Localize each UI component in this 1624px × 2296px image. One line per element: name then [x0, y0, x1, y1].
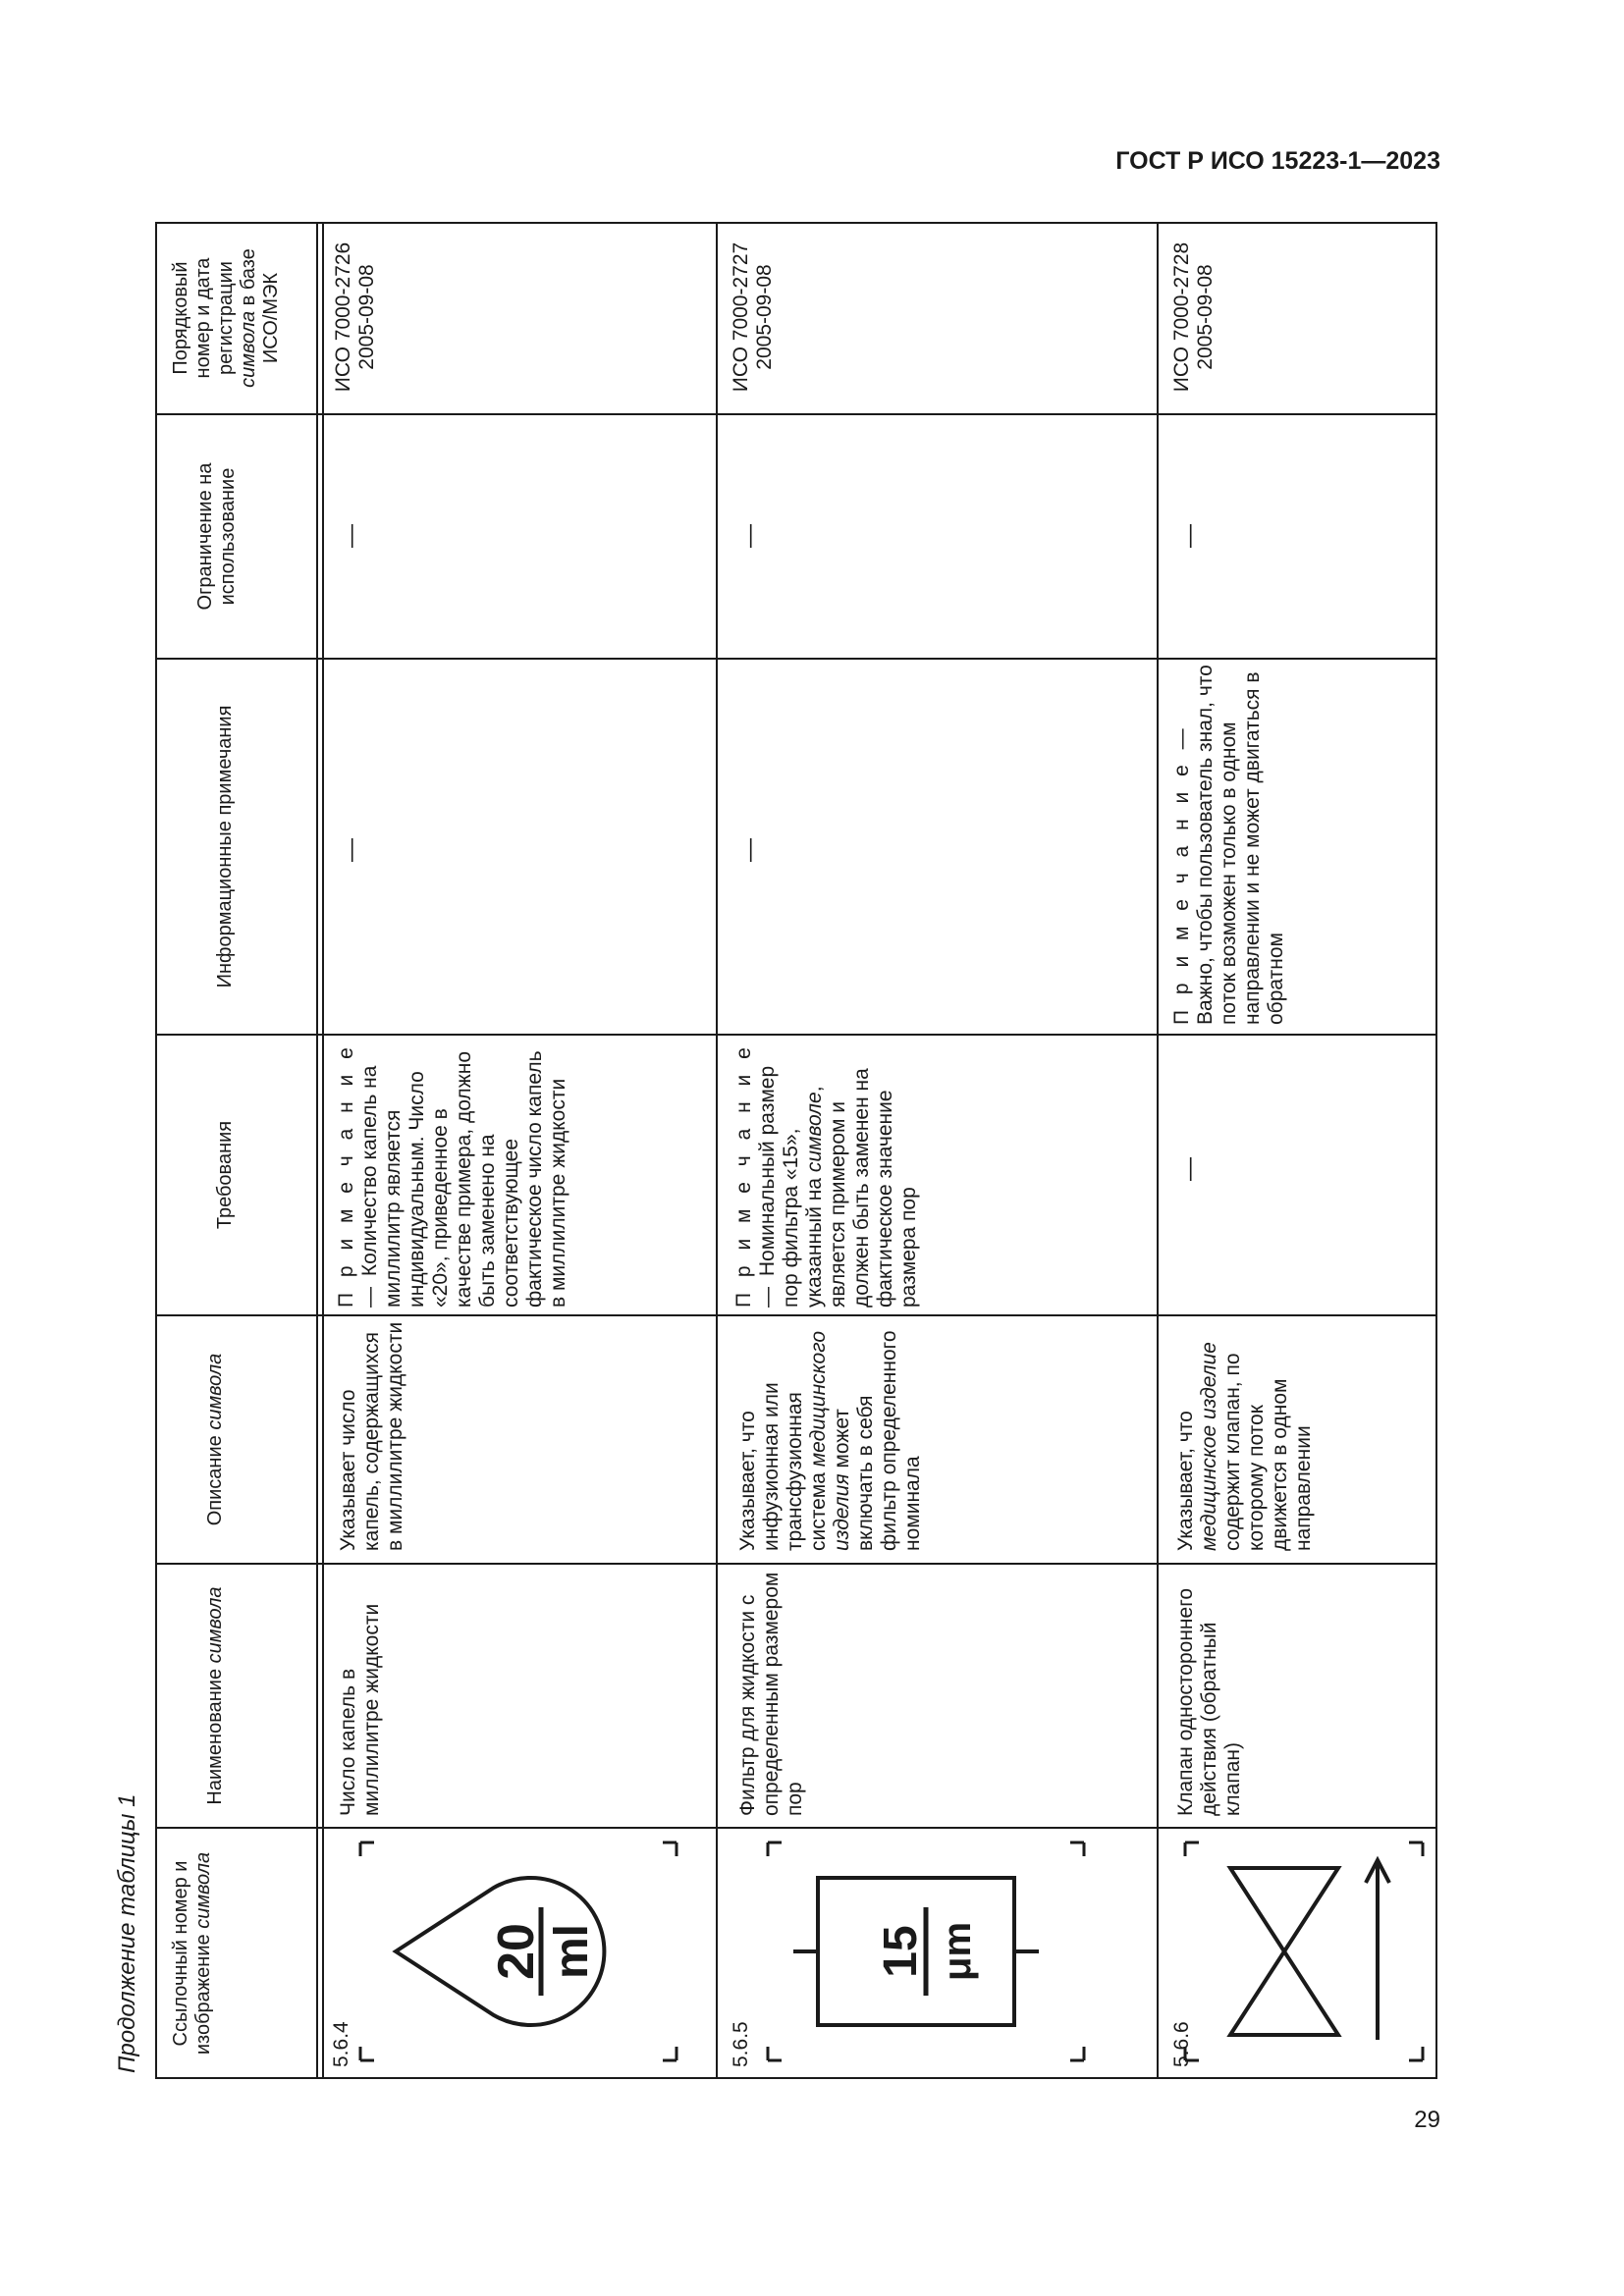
- row-description: [1174, 1320, 1316, 1551]
- note-text: Количество капель на миллилитр является индивидуальным. Число «20», приведенное в качестве примера, должно быть заменено на соответствующее фактическое число капель в миллилитре жидкости: [358, 1050, 569, 1308]
- header-registration-tail: в базе ИСО/МЭК: [238, 248, 282, 364]
- description-text-2: содержит клапан, по которому поток движется в одном направлении: [1221, 1353, 1315, 1551]
- description-text-1: Указывает, что инфузионная или трансфузионная система: [736, 1382, 830, 1551]
- check-valve-icon: [1181, 1839, 1427, 2064]
- row-ref-number: 5.6.4: [330, 2021, 352, 2067]
- row-requirements: [732, 1037, 921, 1308]
- row-info-dash: —: [736, 838, 763, 862]
- filter-pore-size-icon: [764, 1839, 1088, 2064]
- filter-icon-unit: μm: [936, 1921, 979, 1982]
- description-em: медицинское изделие: [1198, 1342, 1220, 1551]
- header-info: [214, 659, 312, 1035]
- description-text-2: может включать в себя фильтр определенного номинала: [831, 1330, 924, 1551]
- note-em: символе: [803, 1092, 826, 1173]
- row-info: [1170, 662, 1288, 1025]
- header-name-em: символа: [204, 1586, 226, 1664]
- header-description: [204, 1315, 312, 1564]
- header-registration-text: Порядковый номер и дата регистрации: [170, 257, 237, 379]
- note-label: П р и м е ч а н и е —: [1170, 723, 1193, 1025]
- header-restriction-text: Ограничение на использование: [194, 462, 239, 611]
- row-requirements-dash: —: [1176, 1157, 1203, 1181]
- header-name: [204, 1564, 312, 1828]
- drop-icon-unit: ml: [546, 1923, 598, 1980]
- row-info-dash: —: [338, 838, 364, 862]
- row-restriction-dash: —: [736, 524, 763, 548]
- row-registration: ИСО 7000-2727 2005-09-08: [730, 241, 776, 393]
- header-restriction: [194, 414, 312, 659]
- description-em: медицинского изделия: [807, 1330, 853, 1551]
- header-reference-em: символа: [192, 1851, 214, 1929]
- header-requirements-text: Требования: [214, 1120, 236, 1230]
- drops-per-ml-icon: [356, 1839, 680, 2064]
- row-description: [736, 1320, 925, 1551]
- note-text-2: , является примером и должен быть заменен на фактическое значение размера пор: [803, 1068, 920, 1308]
- row-symbol-name: Число капель в миллилитре жидкости: [337, 1603, 383, 1816]
- header-registration-em: символа: [238, 310, 259, 388]
- filter-icon-number: 15: [875, 1925, 927, 1978]
- header-description-text: Описание: [204, 1435, 226, 1526]
- description-text-1: Указывает, что: [1174, 1411, 1197, 1551]
- header-registration: [170, 232, 317, 404]
- page-number: 29: [1414, 2107, 1440, 2133]
- row-restriction-dash: —: [1176, 524, 1203, 548]
- header-requirements: [214, 1035, 312, 1315]
- row-description: Указывает число капель, содержащихся в миллилитре жидкости: [337, 1321, 406, 1551]
- header-reference: [170, 1828, 317, 2079]
- row-ref-number: 5.6.6: [1170, 2021, 1193, 2067]
- header-info-text: Информационные примечания: [214, 705, 236, 988]
- row-registration: ИСО 7000-2726 2005-09-08: [332, 241, 378, 393]
- row-registration: ИСО 7000-2728 2005-09-08: [1170, 241, 1217, 393]
- note-text-1: Номинальный размер пор фильтра «15», указанный на: [756, 1065, 826, 1308]
- table-caption: Продолжение таблицы 1: [114, 1793, 140, 2073]
- drop-icon-number: 20: [488, 1923, 545, 1980]
- document-header: ГОСТ Р ИСО 15223-1—2023: [1115, 147, 1440, 175]
- header-description-em: символа: [204, 1353, 226, 1430]
- row-restriction-dash: —: [338, 524, 364, 548]
- note-text: Важно, чтобы пользователь знал, что поток возможен только в одном направлении и не может двигаться в обратном: [1194, 665, 1287, 1025]
- symbols-table: [155, 222, 1437, 2079]
- row-ref-number: 5.6.5: [730, 2021, 752, 2067]
- row-symbol-name: Клапан одностороннего действия (обратный клапан): [1174, 1587, 1244, 1816]
- note-label: П р и м е ч а н и е —: [732, 1042, 779, 1308]
- note-label: П р и м е ч а н и е —: [335, 1042, 381, 1308]
- row-requirements: [335, 1037, 570, 1308]
- header-name-text: Наименование: [204, 1668, 226, 1805]
- header-reference-text: Ссылочный номер и изображение: [170, 1860, 214, 2056]
- row-symbol-name: Фильтр для жидкости с определенным размером пор: [736, 1572, 806, 1816]
